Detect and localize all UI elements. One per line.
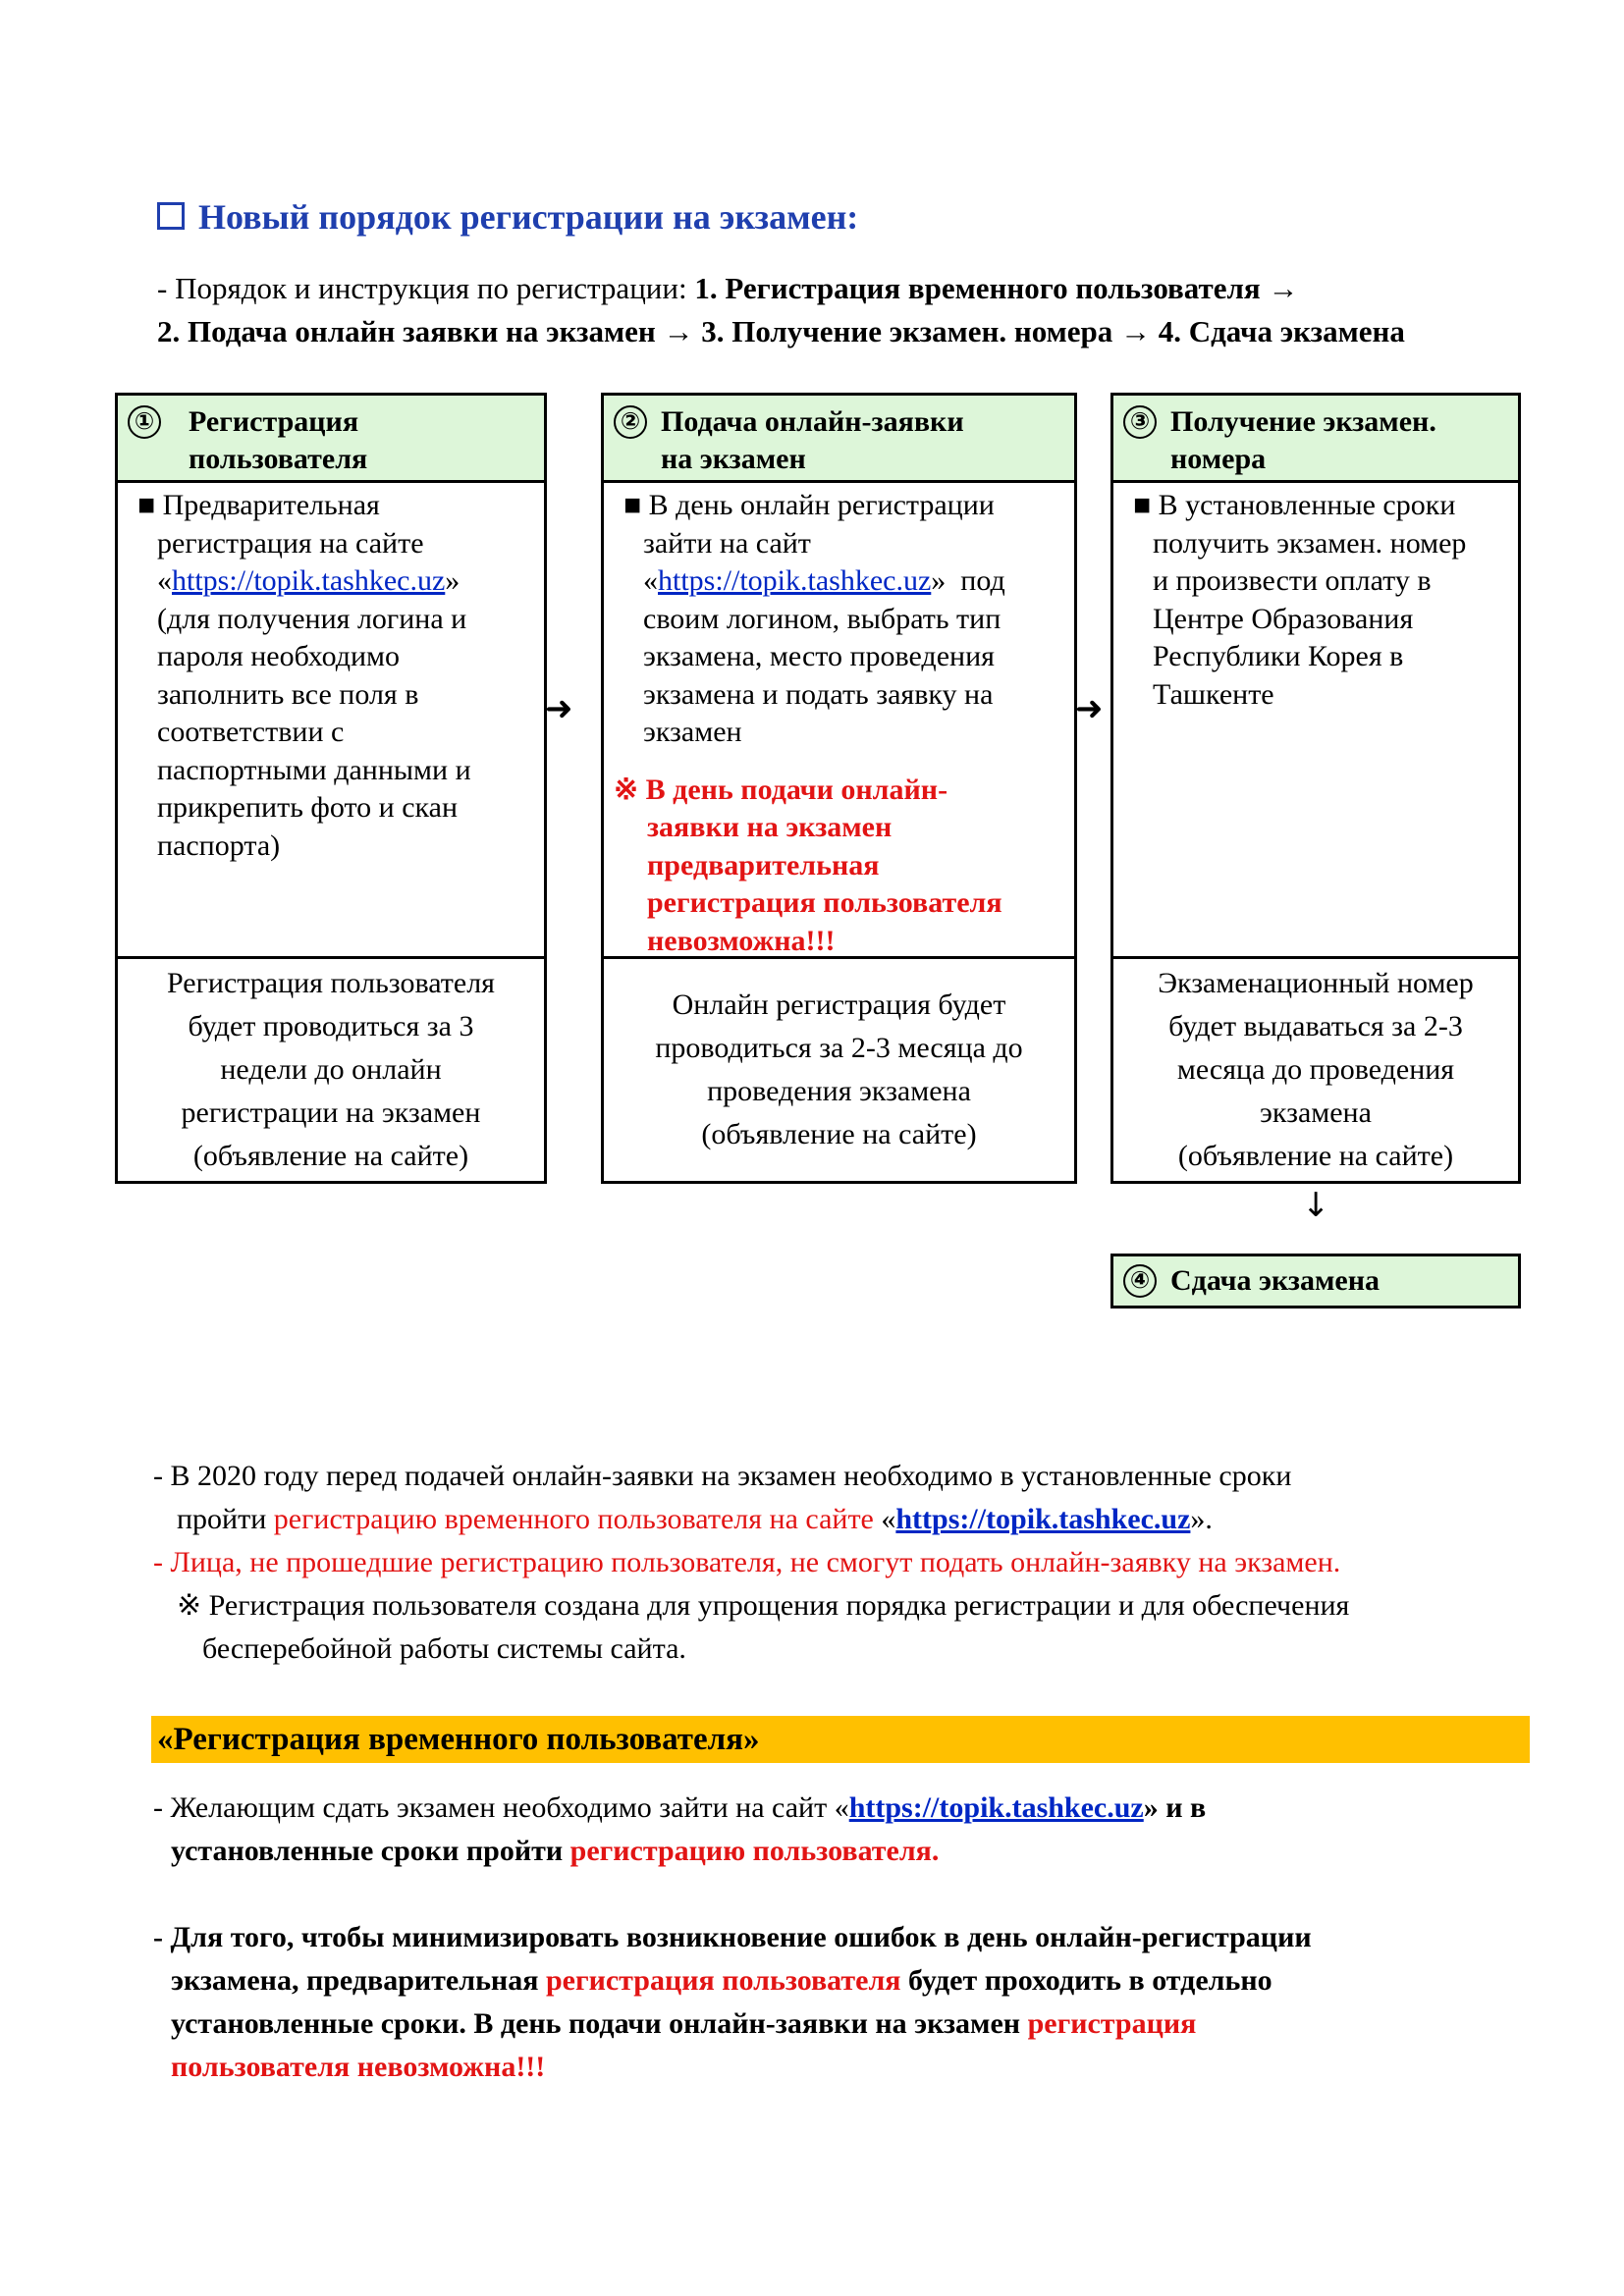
footer-line: (объявление на сайте) bbox=[701, 1118, 977, 1150]
step-3-footer bbox=[1113, 956, 1518, 1181]
para-text: установленные сроки. В день подачи онлайн-заявки на экзамен bbox=[171, 2007, 1028, 2040]
para-text: экзамена, предварительная bbox=[171, 1964, 546, 1997]
step-1-body bbox=[118, 483, 544, 865]
note-line: - В 2020 году перед подачей онлайн-заявки на экзамен необходимо в установленные сроки bbox=[153, 1460, 1292, 1492]
note-text: ». bbox=[1190, 1503, 1213, 1535]
footer-line: месяца до проведения bbox=[1176, 1053, 1455, 1086]
square-bullet-icon bbox=[157, 202, 185, 230]
body-line: Ташкенте bbox=[1153, 677, 1274, 711]
body-line bbox=[643, 562, 1060, 601]
body-line: экзамен bbox=[643, 716, 742, 748]
body-line: паспорта) bbox=[157, 828, 281, 862]
step-3-number: ③ bbox=[1123, 405, 1157, 439]
body-line: экзамена, место проведения bbox=[643, 640, 995, 672]
para-highlight: регистрацию пользователя. bbox=[569, 1835, 940, 1867]
site-link[interactable]: https://topik.tashkec.uz bbox=[848, 1791, 1144, 1824]
step-1-header bbox=[118, 396, 544, 483]
step-1-box bbox=[115, 393, 547, 1184]
paragraph-1 bbox=[153, 1787, 1206, 1873]
right-arrow-icon: ➜ bbox=[545, 689, 573, 728]
step-title-line: на экзамен bbox=[661, 443, 806, 475]
step-4-box bbox=[1110, 1254, 1521, 1308]
footer-line: Онлайн регистрация будет bbox=[672, 988, 1006, 1021]
body-line: прикрепить фото и скан bbox=[157, 791, 459, 824]
step-4-number: ④ bbox=[1123, 1264, 1157, 1298]
warning-line: ※ В день подачи онлайн- bbox=[614, 773, 948, 806]
step-title-line: номера bbox=[1170, 443, 1267, 475]
body-line: ■ В день онлайн регистрации bbox=[623, 489, 995, 521]
note-line: - Лица, не прошедшие регистрацию пользователя, не смогут подать онлайн-заявку на экзамен. bbox=[153, 1546, 1341, 1578]
intro-line-2: 2. Подача онлайн заявки на экзамен → 3. Получение экзамен. номера → 4. Сдача экзамена bbox=[157, 314, 1405, 348]
step-title-line: Регистрация bbox=[189, 405, 359, 438]
section-banner: «Регистрация временного пользователя» bbox=[151, 1716, 1530, 1763]
step-2-footer bbox=[604, 956, 1074, 1181]
step-4-header bbox=[1113, 1256, 1518, 1306]
warning-note bbox=[614, 772, 1060, 961]
note-highlight: регистрацию временного пользователя на сайте bbox=[273, 1503, 874, 1535]
intro bbox=[157, 267, 1405, 353]
footer-line: будет проводиться за 3 bbox=[188, 1010, 474, 1042]
body-line bbox=[157, 562, 530, 601]
para-line bbox=[153, 1959, 1312, 2002]
footer-line: регистрации на экзамен bbox=[181, 1096, 481, 1129]
body-line: получить экзамен. номер bbox=[1153, 526, 1467, 560]
body-line: паспортными данными и bbox=[157, 753, 471, 786]
body-line: и произвести оплату в bbox=[1153, 564, 1432, 597]
body-line: Центре Образования bbox=[1153, 602, 1414, 635]
para-text: » и в bbox=[1143, 1791, 1207, 1824]
notes bbox=[153, 1455, 1349, 1671]
body-line: своим логином, выбрать тип bbox=[643, 602, 1001, 635]
right-arrow-icon: ➜ bbox=[1075, 689, 1104, 728]
body-line: ■ В установленные сроки bbox=[1133, 489, 1456, 521]
body-line: соответствии с bbox=[157, 716, 345, 748]
step-2-box bbox=[601, 393, 1077, 1184]
quote: » bbox=[445, 564, 460, 597]
paragraph-2 bbox=[153, 1916, 1312, 2089]
note-line: ※ Регистрация пользователя создана для упрощения порядка регистрации и для обеспечения bbox=[177, 1589, 1350, 1622]
step-title-line: Подача онлайн-заявки bbox=[661, 405, 964, 438]
step-title-line: Сдача экзамена bbox=[1170, 1264, 1380, 1297]
body-line: ■ Предварительная bbox=[137, 489, 380, 521]
quote: « bbox=[643, 564, 658, 597]
step-title-line: Получение экзамен. bbox=[1170, 405, 1436, 438]
para-line: пользователя невозможна!!! bbox=[171, 2051, 546, 2083]
warning-line: заявки на экзамен bbox=[647, 811, 893, 843]
footer-line: недели до онлайн bbox=[220, 1053, 442, 1086]
site-link[interactable]: https://topik.tashkec.uz bbox=[658, 564, 932, 597]
footer-line: проведения экзамена bbox=[707, 1075, 971, 1107]
footer-line: будет выдаваться за 2-3 bbox=[1168, 1010, 1463, 1042]
quote: « bbox=[157, 564, 172, 597]
step-3-body bbox=[1113, 483, 1518, 714]
step-2-header bbox=[604, 396, 1074, 483]
step-title-line: пользователя bbox=[189, 443, 368, 475]
para-text: - Желающим сдать экзамен необходимо зайти на сайт « bbox=[153, 1791, 849, 1824]
para-highlight: регистрация bbox=[1027, 2007, 1197, 2040]
note-line bbox=[153, 1498, 1349, 1541]
body-line: пароля необходимо bbox=[157, 640, 401, 672]
warning-line: предварительная bbox=[647, 848, 880, 881]
site-link[interactable]: https://topik.tashkec.uz bbox=[895, 1503, 1191, 1535]
para-line bbox=[153, 1830, 1206, 1873]
footer-line: проводиться за 2-3 месяца до bbox=[655, 1032, 1023, 1064]
footer-line: (объявление на сайте) bbox=[192, 1140, 469, 1172]
body-line: (для получения логина и bbox=[157, 602, 467, 635]
warning-line: невозможна!!! bbox=[647, 924, 836, 957]
footer-line: Экзаменационный номер bbox=[1158, 967, 1474, 999]
step-2-number: ② bbox=[614, 405, 647, 439]
para-line bbox=[153, 2002, 1312, 2046]
body-line: Республики Корея в bbox=[1153, 640, 1404, 672]
step-1-footer bbox=[118, 956, 544, 1181]
body-line: регистрация на сайте bbox=[157, 526, 424, 560]
para-text: будет проходить в отдельно bbox=[900, 1964, 1272, 1997]
down-arrow-icon: ↓ bbox=[1302, 1186, 1330, 1225]
body-line: заполнить все поля в bbox=[157, 677, 419, 711]
intro-line-1: - Порядок и инструкция по регистрации: 1. Регистрация временного пользователя → bbox=[157, 271, 1299, 305]
footer-line: (объявление на сайте) bbox=[1177, 1140, 1454, 1172]
site-link[interactable]: https://topik.tashkec.uz bbox=[172, 564, 446, 597]
note-text: пройти bbox=[177, 1503, 274, 1535]
para-text: установленные сроки пройти bbox=[171, 1835, 570, 1867]
para-line bbox=[153, 1787, 1206, 1830]
footer-line: экзамена bbox=[1260, 1096, 1372, 1129]
step-3-header bbox=[1113, 396, 1518, 483]
body-line: зайти на сайт bbox=[643, 526, 811, 560]
footer-line: Регистрация пользователя bbox=[167, 967, 495, 999]
page-title: Новый порядок регистрации на экзамен: bbox=[157, 196, 858, 238]
step-2-body bbox=[604, 483, 1074, 960]
warning-line: регистрация пользователя bbox=[647, 886, 1002, 919]
para-line: - Для того, чтобы минимизировать возникновение ошибок в день онлайн-регистрации bbox=[153, 1921, 1312, 1953]
body-line: экзамена и подать заявку на bbox=[643, 677, 994, 711]
step-1-number: ① bbox=[128, 405, 161, 439]
step-3-box bbox=[1110, 393, 1521, 1184]
para-highlight: регистрация пользователя bbox=[545, 1964, 901, 1997]
note-text: « bbox=[873, 1503, 896, 1535]
quote: » под bbox=[931, 564, 1005, 597]
note-line: бесперебойной работы системы сайта. bbox=[202, 1632, 686, 1665]
